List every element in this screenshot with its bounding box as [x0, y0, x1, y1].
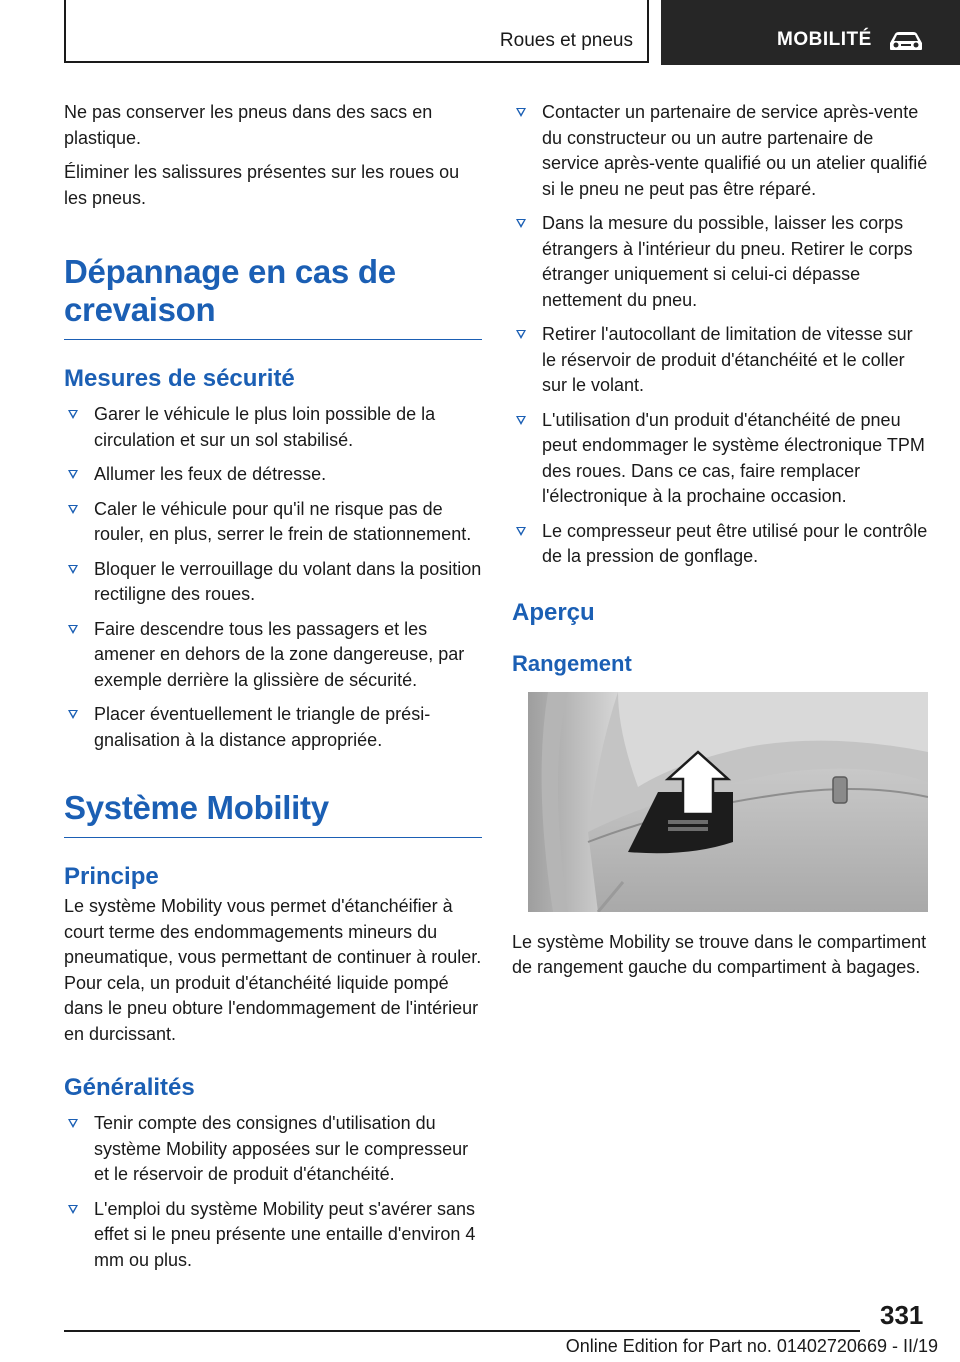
bullet-triangle-icon [516, 330, 526, 339]
chapter-title: MOBILITÉ [777, 29, 872, 50]
bullet-triangle-icon [516, 219, 526, 228]
list-item: Garer le véhicule le plus loin possible de la circulation et sur un sol stabilisé. [64, 402, 482, 453]
footer-rule [64, 1330, 860, 1332]
heading-systeme-mobility: Système Mobility [64, 789, 482, 838]
running-header-box [64, 0, 649, 63]
heading-rangement: Rangement [512, 650, 632, 676]
generalites-list [64, 1111, 482, 1273]
heading-depannage: Dépannage en cas de crevaison [64, 253, 482, 340]
procedure-list [512, 100, 930, 570]
bullet-triangle-icon [68, 1119, 78, 1128]
photo-caption: Le système Mobility se trouve dans le compartiment de rangement gauche du compartiment à bagages. [512, 931, 927, 977]
heading-mesures-securite: Mesures de sécurité [64, 365, 295, 392]
bullet-triangle-icon [68, 710, 78, 719]
list-item: Dans la mesure du possible, laisser les corps étrangers à l'intérieur du pneu. Retirer le corps étranger uniquement si celui-ci dépasse nettement du pneu. [512, 211, 930, 313]
list-item: Retirer l'autocollant de limitation de vitesse sur le réservoir de produit d'étanchéité et le coller sur le volant. [512, 322, 930, 399]
edition-footer: Online Edition for Part no. 01402720669 - II/19 [565, 1336, 938, 1356]
list-item: Faire descendre tous les passagers et les amener en dehors de la zone dangereuse, par exemple derrière la glissière de sécurité. [64, 617, 482, 694]
bullet-triangle-icon [68, 1205, 78, 1214]
heading-apercu: Aperçu [512, 598, 595, 626]
list-item: Caler le véhicule pour qu'il ne risque pas de rouler, en plus, serrer le frein de stationnement. [64, 497, 482, 548]
page-number: 331 [880, 1300, 924, 1330]
chapter-tab [661, 0, 960, 65]
list-item: Allumer les feux de détresse. [64, 462, 482, 488]
trunk-storage-photo [528, 692, 928, 912]
list-item: Contacter un partenaire de service après-vente du constructeur ou un autre partenaire de service après-vente qualifié ou un atelier qualifié si le pneu ne peut pas être réparé. [512, 100, 930, 202]
section-title: Roues et pneus [499, 30, 633, 51]
list-item: Tenir compte des consignes d'utilisation du système Mobility apposées sur le compresseur et le réservoir de produit d'étanchéité. [64, 1111, 482, 1188]
bullet-triangle-icon [68, 505, 78, 514]
bullet-triangle-icon [516, 416, 526, 425]
car-icon [887, 29, 925, 53]
list-item: Placer éventuellement le triangle de présignalisation à la distance appropriée. [64, 702, 482, 753]
heading-generalites: Généralités [64, 1074, 195, 1101]
bullet-triangle-icon [516, 108, 526, 117]
intro-paragraph: Ne pas conserver les pneus dans des sacs en plastique. [64, 102, 433, 148]
principe-paragraph: Le système Mobility vous permet d'étanchéifier à court terme des endommagements mineurs du pneumatique, vous permettant de continuer à rouler. Pour cela, un produit d'étanchéité liquide pompé dans le pneu obture l'endommagement de l'intérieur en durcissant. [64, 896, 482, 1044]
bullet-triangle-icon [68, 470, 78, 479]
safety-list [64, 402, 482, 753]
list-item: L'emploi du système Mobility peut s'avérer sans effet si le pneu présente une entaille d'environ 4 mm ou plus. [64, 1197, 482, 1274]
bullet-triangle-icon [68, 410, 78, 419]
left-column [64, 100, 482, 1282]
bullet-triangle-icon [516, 527, 526, 536]
bullet-triangle-icon [68, 565, 78, 574]
right-column [512, 100, 930, 990]
trunk-illustration [528, 692, 928, 912]
bullet-triangle-icon [68, 625, 78, 634]
intro-paragraph: Éliminer les salissures présentes sur les roues ou les pneus. [64, 162, 460, 208]
list-item: Le compresseur peut être utilisé pour le contrôle de la pression de gonflage. [512, 519, 930, 570]
list-item: Bloquer le verrouillage du volant dans la position rectiligne des roues. [64, 557, 482, 608]
list-item: L'utilisation d'un produit d'étanchéité de pneu peut endommager le système électronique TPM des roues. Dans ce cas, faire remplacer l'électronique à la prochaine occasion. [512, 408, 930, 510]
heading-principe: Principe [64, 863, 159, 890]
